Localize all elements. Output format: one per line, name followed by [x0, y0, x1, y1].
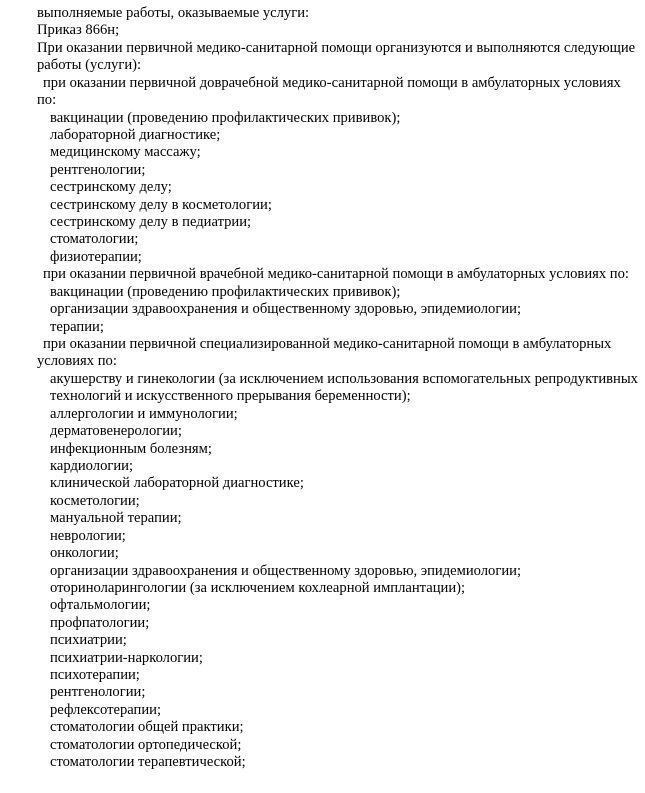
list-item: сестринскому делу в косметологии; [50, 196, 272, 213]
list-item: организации здравоохранения и общественному здоровью, эпидемиологии; [50, 562, 522, 579]
list-item: медицинскому массажу; [50, 144, 201, 161]
section-heading: при оказании первичной доврачебной медико-санитарной помощи в амбулаторных условиях [43, 74, 621, 91]
list-item: профпатологии; [50, 614, 150, 631]
intro-line: При оказании первичной медико-санитарной помощи организуются и выполняются следующие [37, 39, 636, 56]
list-item: косметологии; [50, 492, 140, 509]
list-item: акушерству и гинекологии (за исключением использования вспомогательных репродуктивных [50, 370, 638, 387]
list-item: онкологии; [50, 545, 119, 562]
section-heading: условиях по: [37, 353, 117, 370]
list-item: психиатрии-наркологии; [50, 649, 203, 666]
list-item: психотерапии; [50, 667, 140, 684]
list-item: физиотерапии; [50, 248, 142, 265]
list-item: инфекционным болезням; [50, 440, 212, 457]
list-item: рентгенологии; [50, 684, 146, 701]
section-heading: при оказании первичной специализированной медико-санитарной помощи в амбулаторных [43, 336, 612, 353]
intro-line: Приказ 866н; [37, 22, 120, 39]
list-item: рефлексотерапии; [50, 701, 162, 718]
section-heading: по: [37, 92, 57, 109]
list-item: сестринскому делу; [50, 179, 172, 196]
document-body [37, 5, 637, 772]
list-item: клинической лабораторной диагностике; [50, 475, 304, 492]
list-item: стоматологии терапевтической; [50, 754, 246, 771]
intro-line: работы (услуги): [37, 57, 142, 74]
list-item: рентгенологии; [50, 161, 146, 178]
list-item: технологий и искусственного прерывания беременности); [50, 388, 411, 405]
list-item: дерматовенерологии; [50, 423, 182, 440]
section-heading: при оказании первичной врачебной медико-санитарной помощи в амбулаторных условиях по: [43, 266, 629, 283]
list-item: стоматологии; [50, 231, 139, 248]
list-item: психиатрии; [50, 632, 127, 649]
list-item: офтальмологии; [50, 597, 151, 614]
list-item: терапии; [50, 318, 104, 335]
list-item: неврологии; [50, 527, 126, 544]
list-item: мануальной терапии; [50, 510, 182, 527]
list-item: организации здравоохранения и общественному здоровью, эпидемиологии; [50, 301, 522, 318]
list-item: лабораторной диагностике; [50, 126, 221, 143]
list-item: вакцинации (проведению профилактических прививок); [50, 283, 401, 300]
list-item: кардиологии; [50, 457, 134, 474]
list-item: стоматологии ортопедической; [50, 736, 242, 753]
list-item: оториноларингологии (за исключением кохлеарной имплантации); [50, 579, 466, 596]
list-item: стоматологии общей практики; [50, 719, 244, 736]
intro-line: выполняемые работы, оказываемые услуги: [37, 5, 310, 21]
list-item: вакцинации (проведению профилактических прививок); [50, 109, 401, 126]
list-item: аллергологии и иммунологии; [50, 405, 238, 422]
list-item: сестринскому делу в педиатрии; [50, 214, 252, 231]
